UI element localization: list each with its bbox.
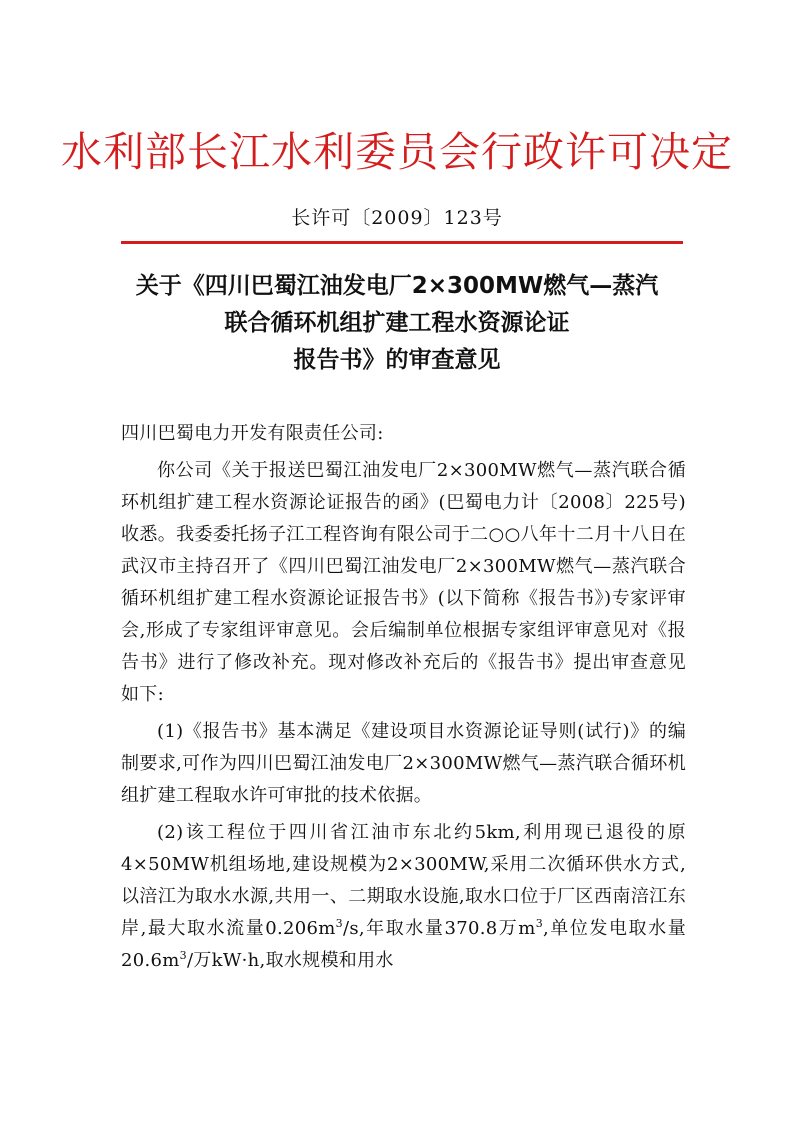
title-line-3: 报告书》的审查意见 [293, 347, 501, 373]
p3-text-d: /万kW·h,取水规模和用水 [186, 950, 394, 971]
paragraph-item-1: (1)《报告书》基本满足《建设项目水资源论证导则(试行)》的编制要求,可作为四川巴蜀江油发电厂2×300MW燃气—蒸汽联合循环机组扩建工程取水许可审批的技术依据。 [121, 721, 686, 806]
masthead-title: 水利部长江水利委员会行政许可决定 [61, 128, 733, 176]
superscript-cubic-3: 3 [179, 949, 187, 962]
title-line-2: 联合循环机组扩建工程水资源论证 [224, 310, 570, 336]
p3-text-a: (2)该工程位于四川省江油市东北约5km,利用现已退役的原4×50MW机组场地,建设规模为2×300MW,采用二次循环供水方式,以涪江为取水水源,共用一、二期取水设施,取水口位于厂区西南涪江东岸,最大取水流量0.206m [121, 822, 686, 939]
addressee: 四川巴蜀电力开发有限责任公司: [121, 423, 384, 444]
p3-text-b: /s,年取水量370.8万m [342, 918, 536, 939]
paragraph-intro: 你公司《关于报送巴蜀江油发电厂2×300MW燃气—蒸汽联合循环机组扩建工程水资源论证报告的函》(巴蜀电力计〔2008〕225号)收悉。我委委托扬子江工程咨询有限公司于二○○八年十二月十八日在武汉市主持召开了《四川巴蜀江油发电厂2×300MW燃气—蒸汽联合循环机组扩建工程水资源论证报告书》(以下简称《报告书》)专家评审会,形成了专家组评审意见。会后编制单位根据专家组评审意见对《报告书》进行了修改补充。现对修改补充后的《报告书》提出审查意见如下: [121, 460, 686, 705]
superscript-cubic-1: 3 [335, 917, 343, 930]
superscript-cubic-2: 3 [535, 917, 543, 930]
red-divider-line [121, 241, 683, 244]
document-number: 长许可〔2009〕123号 [291, 207, 503, 229]
title-line-1: 关于《四川巴蜀江油发电厂2×300MW燃气—蒸汽 [135, 273, 659, 299]
p3-text-c: ,单位发电取水量20.6m [121, 918, 686, 971]
paragraph-item-2 [121, 817, 686, 977]
document-body [121, 418, 686, 977]
document-title [90, 268, 704, 379]
